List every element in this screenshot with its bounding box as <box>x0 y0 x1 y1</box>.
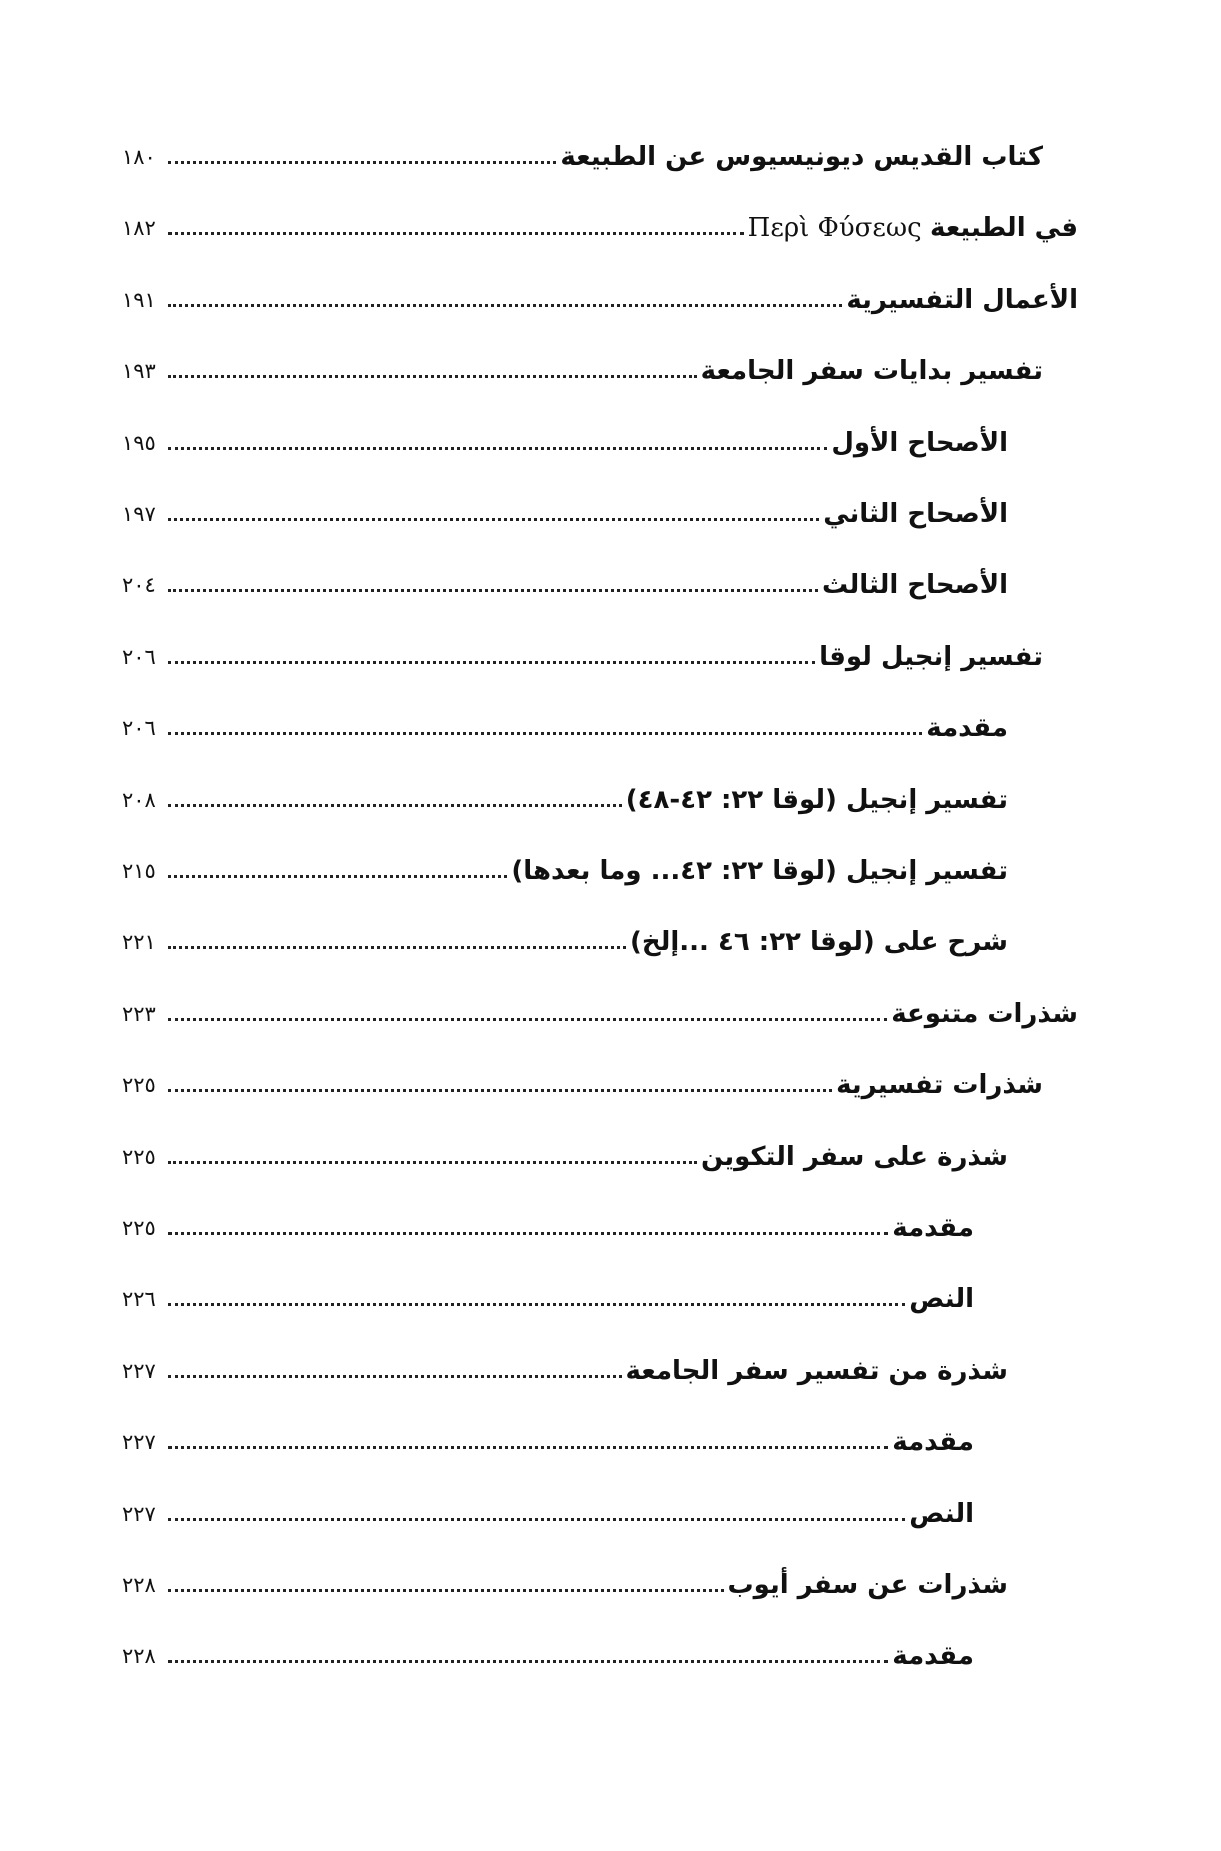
toc-entry <box>0 917 1221 967</box>
toc-entry <box>0 346 1221 396</box>
toc-entry <box>0 203 1221 253</box>
toc-entry <box>0 1560 1221 1610</box>
toc-leader-dots <box>168 1660 888 1663</box>
toc-entry <box>0 1060 1221 1110</box>
toc-leader-dots <box>168 161 556 164</box>
toc-entry-title-text: مقدمة <box>892 1641 974 1672</box>
toc-entry-title <box>891 989 1078 1039</box>
toc-leader-dots <box>168 732 922 735</box>
toc-entry-title-text: مقدمة <box>892 1213 974 1243</box>
toc-entry-page-number: ٢٢٥ <box>122 1216 156 1240</box>
toc-entry-title-text: الأعمال التفسيرية <box>846 284 1078 315</box>
toc-entry-title <box>892 1631 974 1681</box>
toc-leader-dots <box>168 1018 887 1021</box>
toc-entry <box>0 489 1221 539</box>
toc-entry-title-text: مقدمة <box>892 1427 974 1458</box>
toc-entry-title <box>846 275 1078 325</box>
toc-leader-dots <box>168 375 697 378</box>
toc-entry <box>0 1346 1221 1396</box>
toc-entry-title <box>822 560 1008 610</box>
toc-entry <box>0 1631 1221 1681</box>
toc-entry-page-number: ٢٠٨ <box>122 787 156 812</box>
toc-entry-title-text: النص <box>909 1284 974 1315</box>
toc-entry-page-number: ٢٢٥ <box>122 1073 156 1098</box>
toc-leader-dots <box>168 1161 697 1164</box>
toc-entry-page-number: ٢٢١ <box>122 930 156 955</box>
toc-leader-dots <box>168 1303 905 1306</box>
toc-entry-title-text: الأصحاح الثالث <box>821 570 1008 601</box>
toc-leader-dots <box>168 1518 905 1521</box>
toc-entry-page-number: ٢٢٧ <box>122 1430 156 1455</box>
toc-entry-title-text: في الطبيعة <box>929 213 1078 244</box>
toc-entry-title-text: تفسير إنجيل لوقا <box>819 641 1043 672</box>
toc-leader-dots <box>168 804 622 807</box>
toc-entry-title-text: تفسير إنجيل (لوقا ٢٢: ٤٢... وما بعدها) <box>511 856 1008 886</box>
toc-leader-dots <box>168 1375 622 1378</box>
toc-entry-title-text: كتاب القديس ديونيسيوس عن الطبيعة <box>560 142 1043 172</box>
toc-entry-page-number: ٢٢٥ <box>122 1144 156 1169</box>
toc-leader-dots <box>168 232 744 235</box>
toc-entry-page-number: ٢١٥ <box>122 859 156 883</box>
toc-entry-page-number: ٢٠٦ <box>122 716 156 741</box>
toc-entry <box>0 703 1221 753</box>
toc-entry-page-number: ١٩٥ <box>122 430 156 455</box>
toc-entry <box>0 846 1221 896</box>
toc-entry-title <box>701 346 1043 396</box>
toc-entry <box>0 775 1221 825</box>
toc-entry <box>0 418 1221 468</box>
toc-leader-dots <box>168 447 827 450</box>
toc-entry-title <box>926 703 1008 753</box>
toc-leader-dots <box>168 1446 888 1449</box>
toc-entry-page-number: ٢٢٧ <box>122 1358 156 1383</box>
toc-entry-title-text: الأصحاح الأول <box>831 427 1008 458</box>
toc-entry-page-number: ١٩٣ <box>122 359 156 384</box>
toc-entry-title <box>831 418 1008 468</box>
toc-entry-title <box>892 1203 974 1253</box>
toc-entry-title <box>909 1274 974 1324</box>
toc-leader-dots <box>168 875 507 878</box>
toc-entry <box>0 275 1221 325</box>
toc-entry-title <box>748 203 1078 253</box>
toc-entry-title-text: شذرات متنوعة <box>891 998 1078 1029</box>
toc-entry-title-text: النص <box>909 1498 974 1529</box>
toc-entry-title <box>728 1560 1008 1610</box>
toc-entry-title-text: مقدمة <box>926 713 1008 744</box>
toc-entry-page-number: ٢٠٦ <box>122 644 156 669</box>
toc-entry-title <box>560 132 1043 182</box>
toc-entry <box>0 560 1221 610</box>
toc-entry-page-number: ٢٠٤ <box>122 573 156 598</box>
toc-entry-title <box>630 917 1008 967</box>
toc-entry-title <box>823 489 1008 539</box>
toc-entry-page-number: ٢٢٨ <box>122 1644 156 1669</box>
toc-entry-title <box>909 1489 974 1539</box>
toc-entry-title <box>836 1060 1043 1110</box>
toc-entry <box>0 132 1221 182</box>
toc-entry-title-text: شذرات عن سفر أيوب <box>727 1570 1008 1600</box>
toc-entry <box>0 1489 1221 1539</box>
toc-entry-title <box>892 1417 974 1467</box>
toc-entry-title-text: شذرات تفسيرية <box>836 1070 1043 1101</box>
toc-entry-page-number: ١٩١ <box>122 287 156 312</box>
toc-entry-title-text: شذرة على سفر التكوين <box>700 1141 1008 1172</box>
toc-entry-page-number: ٢٢٣ <box>122 1001 156 1026</box>
toc-entry <box>0 632 1221 682</box>
toc-entry-title <box>819 632 1043 682</box>
toc-entry-page-number: ١٨٢ <box>122 216 156 241</box>
toc-entry-title-text: تفسير إنجيل (لوقا ٢٢: ٤٢-٤٨) <box>625 784 1008 815</box>
toc-entry <box>0 989 1221 1039</box>
toc-entry-page-number: ٢٢٧ <box>122 1501 156 1526</box>
toc-entry-title <box>626 775 1008 825</box>
toc-entry-title <box>511 846 1008 896</box>
toc-entry-title-text: شرح على (لوقا ٢٢: ٤٦ ...إلخ) <box>630 927 1008 958</box>
toc-entry-page-number: ١٨٠ <box>122 145 156 169</box>
toc-entry-page-number: ٢٢٨ <box>122 1573 156 1597</box>
toc-entry <box>0 1203 1221 1253</box>
toc-leader-dots <box>168 1232 888 1235</box>
toc-entry <box>0 1274 1221 1324</box>
toc-entry-title-text: الأصحاح الثاني <box>823 499 1008 529</box>
toc-leader-dots <box>168 518 819 521</box>
toc-leader-dots <box>168 304 842 307</box>
toc-entry-title-text: شذرة من تفسير سفر الجامعة <box>625 1355 1008 1386</box>
toc-entry-page-number: ١٩٧ <box>122 502 156 526</box>
toc-entry <box>0 1132 1221 1182</box>
toc-leader-dots <box>168 1089 832 1092</box>
toc-entry-page-number: ٢٢٦ <box>122 1287 156 1312</box>
toc-leader-dots <box>168 946 626 949</box>
toc-entry-greek-title: Περὶ Φύσεως <box>747 213 930 244</box>
toc-entry <box>0 1417 1221 1467</box>
toc-leader-dots <box>168 661 815 664</box>
toc-entry-title <box>701 1132 1008 1182</box>
toc-entry-title <box>626 1346 1009 1396</box>
toc-leader-dots <box>168 1589 724 1592</box>
toc-entry-title-text: تفسير بدايات سفر الجامعة <box>700 356 1043 387</box>
toc-leader-dots <box>168 589 818 592</box>
